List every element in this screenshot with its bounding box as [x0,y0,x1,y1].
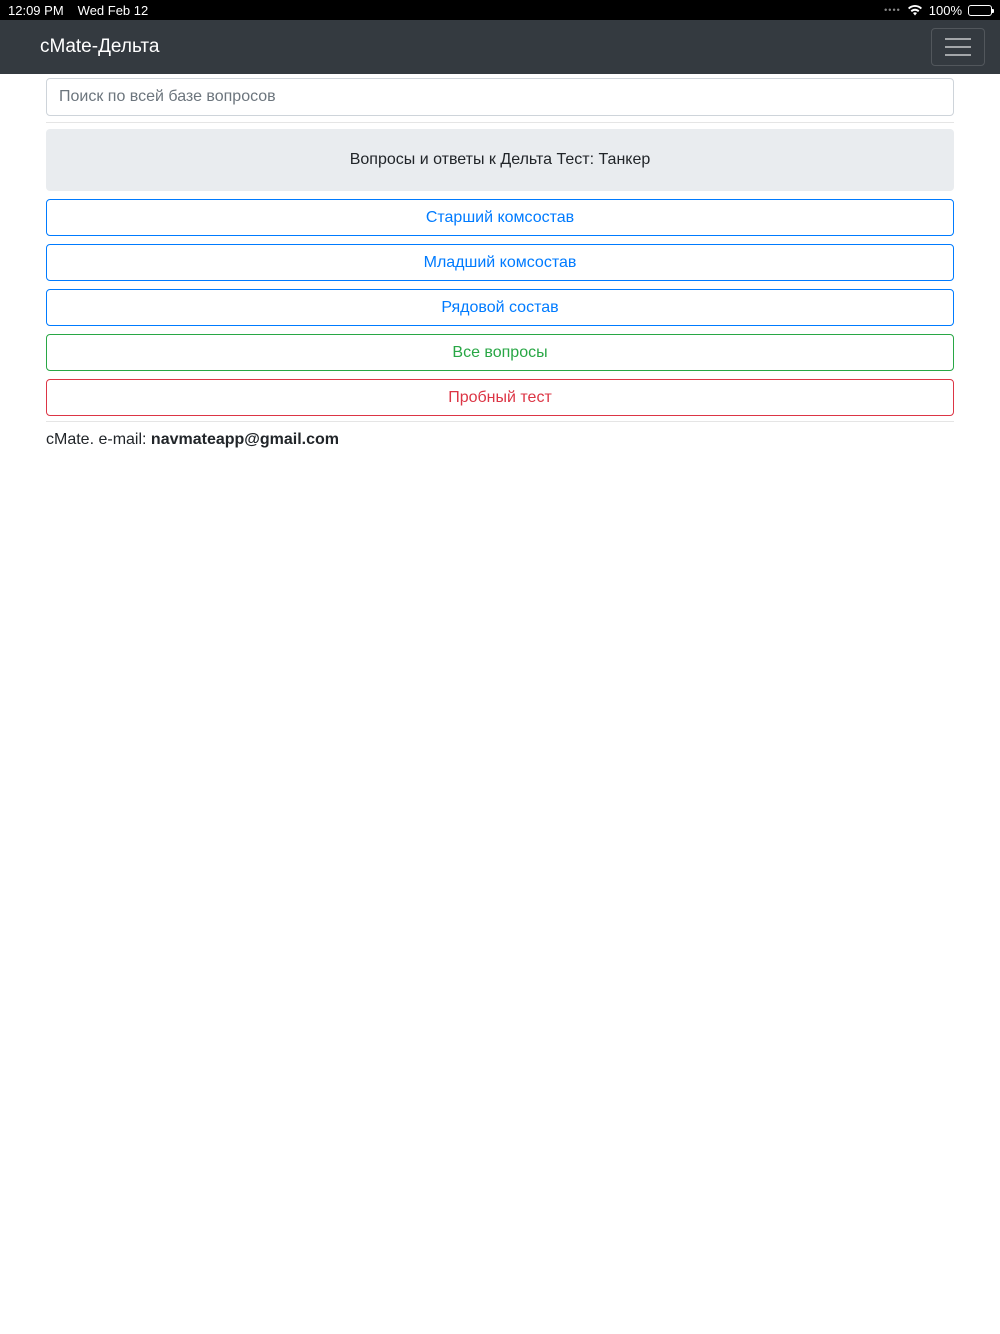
navbar [0,20,1000,74]
signal-dots-icon: •••• [884,5,901,15]
hamburger-menu-icon [945,38,971,40]
battery-percent: 100% [928,2,962,18]
battery-icon [968,5,992,16]
trial-test-button[interactable]: Пробный тест [46,379,954,416]
wifi-icon [907,4,923,16]
status-left [8,3,148,18]
all-questions-button[interactable]: Все вопросы [46,334,954,371]
senior-officers-button[interactable]: Старший комсостав [46,199,954,236]
divider [46,122,954,123]
footer-email[interactable]: navmateapp@gmail.com [150,431,340,448]
search-input[interactable] [46,78,954,116]
footer [46,431,954,449]
ratings-button[interactable]: Рядовой состав [46,289,954,326]
main-content [46,78,954,449]
divider [46,421,954,422]
hamburger-bar [945,46,971,48]
status-time: 12:09 PM [8,2,64,18]
hamburger-bar [945,54,971,56]
page-title: Вопросы и ответы к Дельта Тест: Танкер [349,151,651,168]
junior-officers-button[interactable]: Младший комсостав [46,244,954,281]
status-bar [0,0,1000,20]
menu-toggle-button[interactable] [931,28,985,66]
navbar-brand[interactable]: cMate-Дельта [40,36,160,57]
page-title-panel [46,129,954,191]
status-date: Wed Feb 12 [77,2,149,18]
status-right [884,3,992,18]
footer-prefix: cMate. e-mail: [46,431,151,448]
